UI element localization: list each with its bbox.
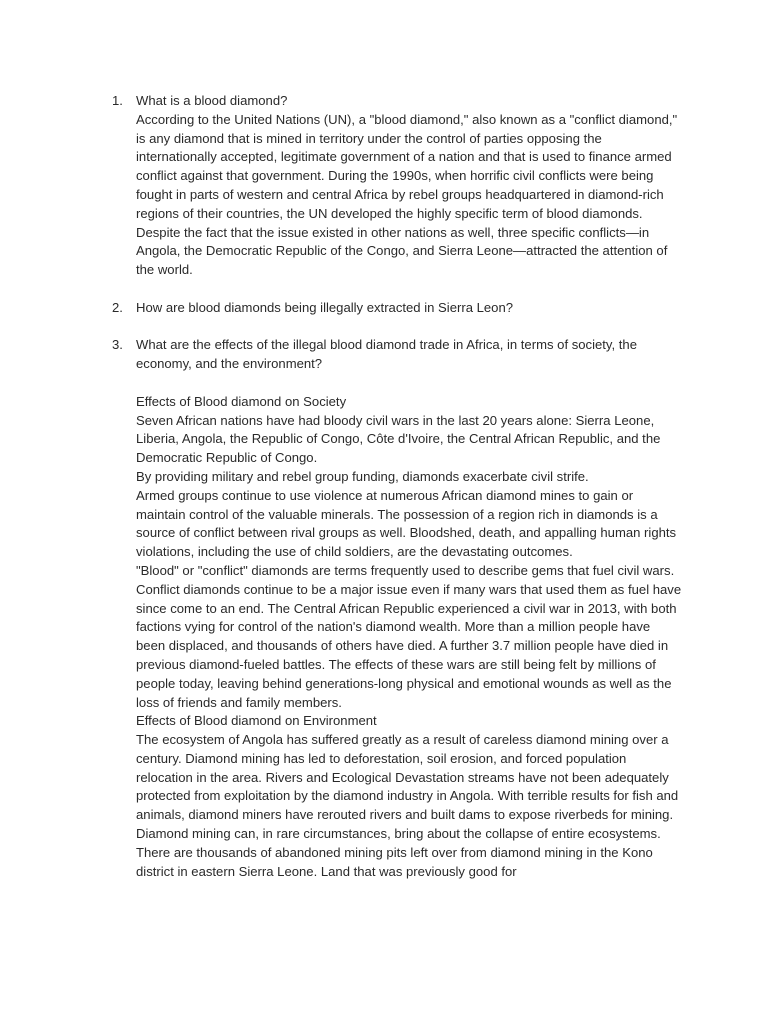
answer-paragraph: The ecosystem of Angola has suffered greatly as a result of careless diamond mining over a century. Diamond mining has led to deforestation, soil erosion, and forced population relocation in the area. Rivers and Ecological Devastation streams have not been adequately protected from exploitation by the diamond industry in Angola. With terrible results for fish and animals, diamond miners have rerouted rivers and built dams to expose riverbeds for mining. <box>136 732 679 823</box>
answer-paragraph: According to the United Nations (UN), a "blood diamond," also known as a "conflict diamond," is any diamond that is mined in territory under the control of parties opposing the internationally accepted, legitimate government of a nation and that is used to finance armed conflict against that government. During the 1990s, when horrific civil conflicts were being fought in parts of western and central Africa by rebel groups headquartered in diamond-rich regions of their countries, the UN developed the highly specific term of blood diamonds. Despite the fact that the issue existed in other nations as well, three specific conflicts—in Angola, the Democratic Republic of the Congo, and Sierra Leone—attracted the attention of the world. <box>136 111 678 278</box>
answer-paragraph: Diamond mining can, in rare circumstances, bring about the collapse of entire ecosystems. There are thousands of abandoned mining pits left over from diamond mining in the Kono district in eastern Sierra Leone. Land that was previously good for <box>136 826 661 879</box>
question-text: What are the effects of the illegal blood diamond trade in Africa, in terms of society, the economy, and the environment? <box>136 337 637 372</box>
question-item-3 <box>0 336 768 881</box>
section-heading: Effects of Blood diamond on Society <box>136 393 347 409</box>
answer-paragraph: "Blood" or "conflict" diamonds are terms frequently used to describe gems that fuel civil wars. Conflict diamonds continue to be a major issue even if many wars that used them as fuel have since come to an end. The Central African Republic experienced a civil war in 2013, with both factions vying for control of the nation's diamond wealth. More than a million people have been displaced, and thousands of others have died. A further 3.7 million people have died in previous diamond-fueled battles. The effects of these wars are still being felt by millions of people today, leaving behind generations-long physical and emotional wounds as well as the loss of friends and family members. <box>136 562 682 710</box>
question-list <box>0 92 768 881</box>
question-item-1 <box>0 92 768 280</box>
answer-paragraph: Armed groups continue to use violence at numerous African diamond mines to gain or maintain control of the valuable minerals. The possession of a region rich in diamonds is a source of conflict between rival groups as well. Bloodshed, death, and appalling human rights violations, including the use of child soldiers, are the devastating outcomes. <box>136 487 677 560</box>
question-number: 3. <box>112 337 123 353</box>
answer-paragraph: Seven African nations have had bloody civil wars in the last 20 years alone: Sierra Leone, Liberia, Angola, the Republic of Congo, Côte d'Ivoire, the Central African Republic, and the Democratic Republic of Congo. <box>136 412 661 466</box>
question-number: 1. <box>112 93 123 108</box>
spacer <box>0 280 768 299</box>
question-number: 2. <box>112 299 123 315</box>
question-text: What is a blood diamond? <box>136 93 288 108</box>
spacer <box>0 318 768 337</box>
question-item-2 <box>0 299 768 318</box>
answer-paragraph: By providing military and rebel group funding, diamonds exacerbate civil strife. <box>136 468 589 484</box>
spacer <box>136 374 682 393</box>
question-text: How are blood diamonds being illegally extracted in Sierra Leon? <box>136 299 514 315</box>
section-heading: Effects of Blood diamond on Environment <box>136 713 377 729</box>
